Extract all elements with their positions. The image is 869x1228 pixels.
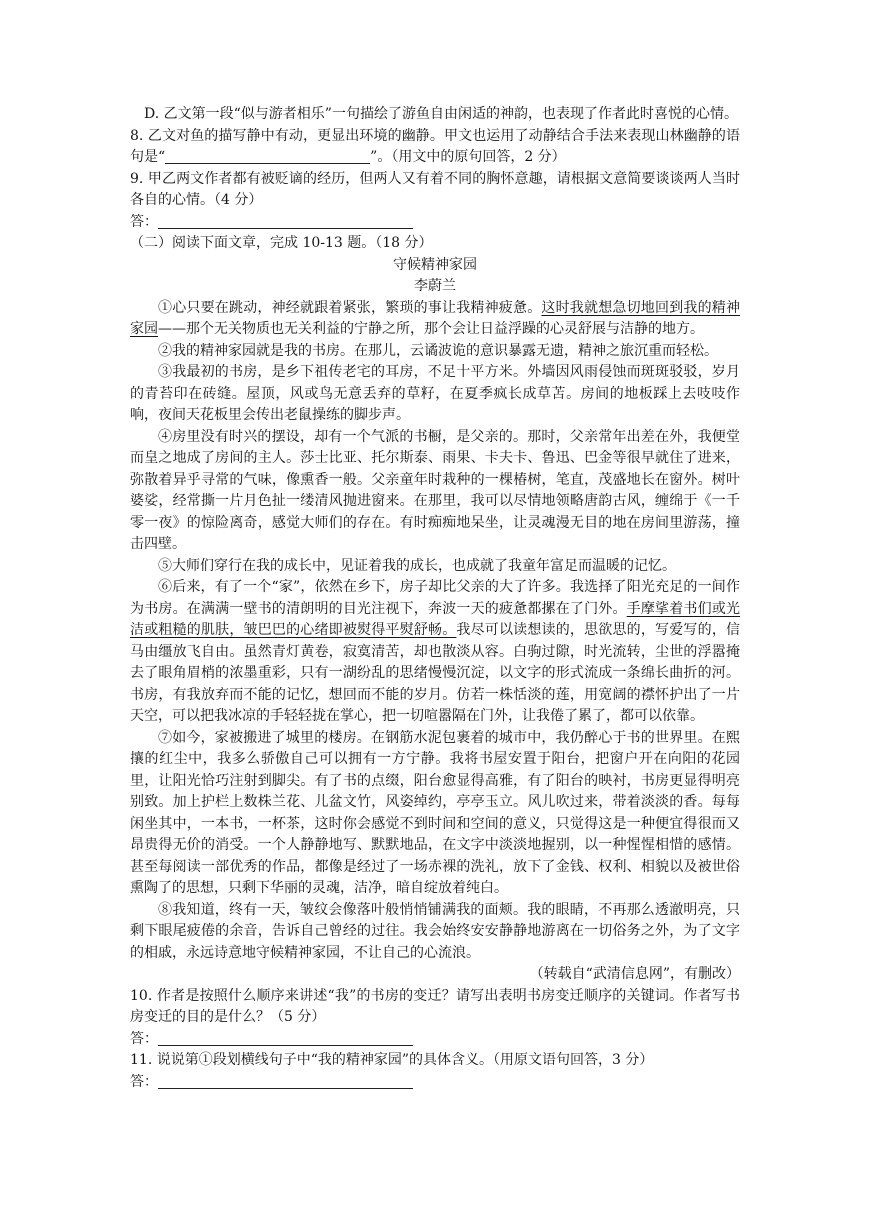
paragraph-1 [130,298,740,341]
answer-label: 答： [130,213,158,230]
paragraph-6-text-a: ⑥后来，有了一个“家”，依然在乡下，房子却比父亲的大了许多。我选择了阳光充足的一间作为书房。在满满一壁书的清朗明的目光注视下，奔波一天的疲惫都摞在了门外。 [130,579,740,617]
paragraph-7: ⑦如今，家被搬进了城里的楼房。在钢筋水泥包裹着的城市中，我仍醉心于书的世界里。在熙攘的红尘中，我多么骄傲自己可以拥有一方宁静。我将书屋安置于阳台，把窗户开在向阳的花园里，让阳光恰巧注射到脚尖。有了书的点缀，阳台愈显得高雅，有了阳台的映衬，书房更显得明亮别致。加上护栏上数株兰花、儿盆文竹，风姿绰约，亭亭玉立。风儿吹过来，带着淡淡的香。每每闲坐其中，一本书，一杯茶，这时你会感觉不到时间和空间的意义，只觉得这是一种便宜得很而又昂贵得无价的消受。一个人静静地写、默默地品，在文字中淡淡地握别，以一种惺惺相惜的感情。甚至每阅读一部优秀的作品，都像是经过了一场赤裸的洗礼，放下了金钱、权利、相貌以及被世俗熏陶了的思想，只剩下华丽的灵魂，洁净，暗自绽放着纯白。 [130,729,740,896]
paragraph-1-underlined: 这时我就想急切地回到我的精神家园 [130,299,741,337]
question-8-text-a: 8. 乙文对鱼的描写静中有动，更显出环境的幽静。甲文也运用了动静结合手法来表现山林幽静的语句是“ [130,127,740,165]
paragraph-5: ⑤大师们穿行在我的成长中，见证着我的成长，也成就了我童年富足而温暖的记忆。 [158,557,676,574]
article-author: 李蔚兰 [414,278,456,294]
answer-line-9[interactable] [158,214,413,229]
paragraph-6 [130,577,740,728]
answer-label: 答： [130,1073,158,1090]
question-11: 11. 说说第①段划横线句子中“我的精神家园”的具体含义。（用原文语句回答，3 分） [130,1052,654,1068]
question-7-option-d: D. 乙文第一段“似与游者相乐”一句描绘了游鱼自由闲适的神韵，也表现了作者此时喜悦的心情。 [144,106,738,122]
question-11-answer [130,1072,740,1094]
question-8-text-b: ”。（用文中的原句回答，2 分） [370,149,566,165]
paragraph-4: ④房里没有时兴的摆设，却有一个气派的书橱，是父亲的。那时，父亲常年出差在外，我便堂而皇之地成了房间的主人。莎士比亚、托尔斯泰、雨果、卡夫卡、鲁迅、巴金等很早就住了进来，弥散着异乎寻常的气味，像熏香一般。父亲童年时栽种的一棵椿树，笔直，茂盛地长在窗外。树叶婆娑，经常撕一片月色扯一缕清风抛进窗来。在那里，我可以尽情地领略唐韵古风，缠绵于《一千零一夜》的惊险离奇，感觉大师们的存在。有时痴痴地呆坐，让灵魂漫无目的地在房间里游荡，撞击四壁。 [130,428,740,552]
answer-line-10[interactable] [158,1031,413,1046]
answer-label: 答： [130,1030,158,1047]
paragraph-2: ②我的精神家园就是我的书房。在那儿，云谲波诡的意识暴露无遗，精神之旅沉重而轻松。 [158,342,718,359]
question-10: 10. 作者是按照什么顺序来讲述“我”的书房的变迁？请写出表明书房变迁顺序的关键词。作者写书房变迁的目的是什么？（5 分） [130,987,740,1025]
paragraph-3: ③我最初的书房，是乡下祖传老宅的耳房，不足十平方米。外墙因风雨侵蚀而斑斑驳驳，岁月的青苔印在砖缝。屋顶，风或鸟无意丢弃的草籽，在夏季疯长成草苫。房间的地板踩上去吱吱作响，夜间天花板里会传出老鼠操练的脚步声。 [130,364,740,423]
page-content [130,104,740,1093]
question-8-blank[interactable] [165,149,370,164]
question-9: 9. 甲乙两文作者都有被贬谪的经历，但两人又有着不同的胸怀意趣，请根据文意简要谈谈两人当时各自的心情。（4 分） [130,170,740,208]
question-8 [130,126,740,169]
paragraph-1-text-a: ①心只要在跳动，神经就跟着紧张，繁琐的事让我精神疲惫。 [158,299,542,316]
section-2-heading: （二）阅读下面文章，完成 10-13 题。（18 分） [130,235,433,251]
question-10-answer [130,1029,740,1051]
article-title: 守候精神家园 [393,256,477,273]
question-9-answer [130,212,740,234]
article-source: （转载自“武清信息网”，有删改） [529,966,740,982]
paragraph-8: ⑧我知道，终有一天，皱纹会像落叶般悄悄铺满我的面颊。我的眼睛，不再那么透澈明亮，只剩下眼尾疲倦的余音，告诉自己曾经的过往。我会始终安安静静地游离在一切俗务之外，为了文字的相戚，永远诗意地守候精神家园，不让自己的心流浪。 [130,901,740,961]
paragraph-6-text-b: 我尽可以读想读的，思欲思的，写爱写的，信马由缰放飞自由。虽然青灯黄卷，寂寞清苦，却也散淡从容。白驹过隙，时光流转，尘世的浮嚣掩去了眼角眉梢的浓墨重彩，只有一湖纷乱的思绪慢慢沉淀，以文字的形式流成一条绵长曲折的河。书房，有我放弃而不能的记忆，想回而不能的岁月。仿若一株恬淡的莲，用宽阔的襟怀护出了一片天空，可以把我冰凉的手轻轻拢在掌心，把一切喧嚣隔在门外，让我倦了累了，都可以依靠。 [130,622,741,724]
paragraph-6-underlined: 手摩挲着书们或光洁或粗糙的肌肤，皱巴巴的心绪即被熨得平熨舒畅。 [130,600,741,638]
paragraph-1-text-b: ——那个无关物质也无关利益的宁静之所，那个会让日益浮躁的心灵舒展与洁静的地方。 [158,321,704,337]
answer-line-11[interactable] [158,1074,413,1089]
